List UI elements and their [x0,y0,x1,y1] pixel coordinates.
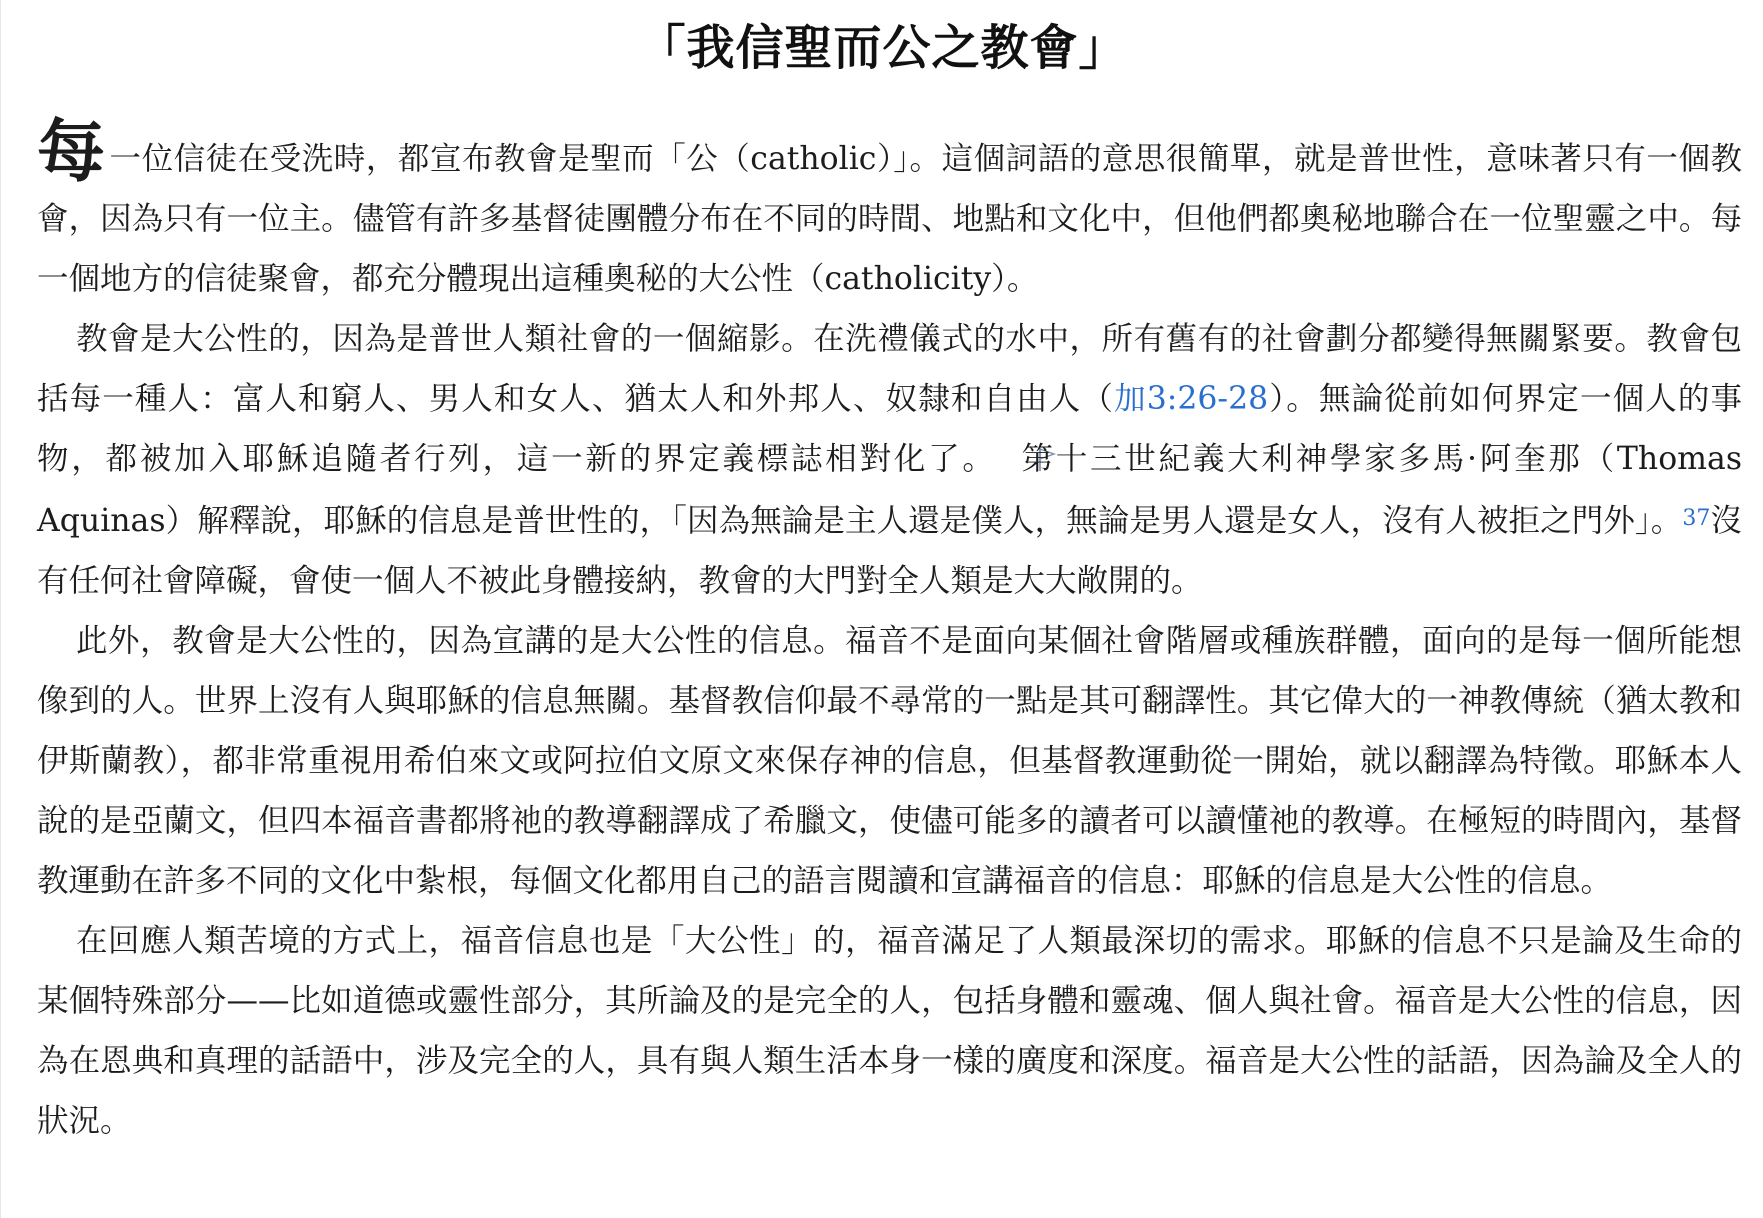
footnote-link[interactable]: 37 [1682,506,1711,531]
scripture-reference-link[interactable]: 加3:26-28 [1114,381,1269,417]
flag-icon[interactable] [997,432,1019,458]
paragraph-1 [37,112,1742,309]
chapter-title: 「我信聖而公之教會」 [637,20,1128,76]
paragraph-3: 此外，教會是大公性的，因為宣講的是大公性的信息。福音不是面向某個社會階層或種族群體，面向的是每一個所能想像到的人。世界上沒有人與耶穌的信息無關。基督教信仰最不尋常的一點是其可翻譯性。其它偉大的一神教傳統（猶太教和伊斯蘭教），都非常重視用希伯來文或阿拉伯文原文來保存神的信息，但基督教運動從一開始，就以翻譯為特徵。耶穌本人說的是亞蘭文，但四本福音書都將祂的教導翻譯成了希臘文，使儘可能多的讀者可以讀懂祂的教導。在極短的時間內，基督教運動在許多不同的文化中紮根，每個文化都用自己的語言閱讀和宣講福音的信息：耶穌的信息是大公性的信息。 [37,623,1742,899]
paragraph-4: 在回應人類苦境的方式上，福音信息也是「大公性」的，福音滿足了人類最深切的需求。耶穌的信息不只是論及生命的某個特殊部分——比如道德或靈性部分，其所論及的是完全的人，包括身體和靈魂、個人與社會。福音是大公性的信息，因為在恩典和真理的話語中，涉及完全的人，具有與人類生活本身一樣的廣度和深度。福音是大公性的話語，因為論及全人的狀況。 [37,923,1742,1139]
paragraph-2-text-a: 教會是大公性的，因為是普世人類社會的一個縮影。在洗禮儀式的水中，所有舊有的社會劃分都變得無關緊要。教會包括每一種人：富人和窮人、男人和女人、猶太人和外邦人、奴隸和自由人（ [37,321,1742,417]
paragraph-2 [37,309,1742,611]
drop-cap: 每 [37,112,106,192]
paragraph-2-text-d: 沒有任何社會障礙，會使一個人不被此身體接納，教會的大門對全人類是大大敞開的。 [37,503,1742,599]
body-text [37,112,1742,1151]
paragraph-2-text-c: 第十三世紀義大利神學家多馬·阿奎那（Thomas Aquinas）解釋說，耶穌的信息是普世性的，「因為無論是主人還是僕人，無論是男人還是女人，沒有人被拒之門外」。 [37,441,1742,539]
paragraph-1-text: 一位信徒在受洗時，都宣布教會是聖而「公（catholic）」。這個詞語的意思很簡單，就是普世性，意味著只有一個教會，因為只有一位主。儘管有許多基督徒團體分布在不同的時間、地點和文化中，但他們都奧秘地聯合在一位聖靈之中。每一個地方的信徒聚會，都充分體現出這種奧秘的大公性（catholicity）。 [37,141,1742,297]
paragraph-2-text-b: ）。無論從前如何界定一個人的事物，都被加入耶穌追隨者行列，這一新的界定義標誌相對化了。 [37,381,1742,477]
